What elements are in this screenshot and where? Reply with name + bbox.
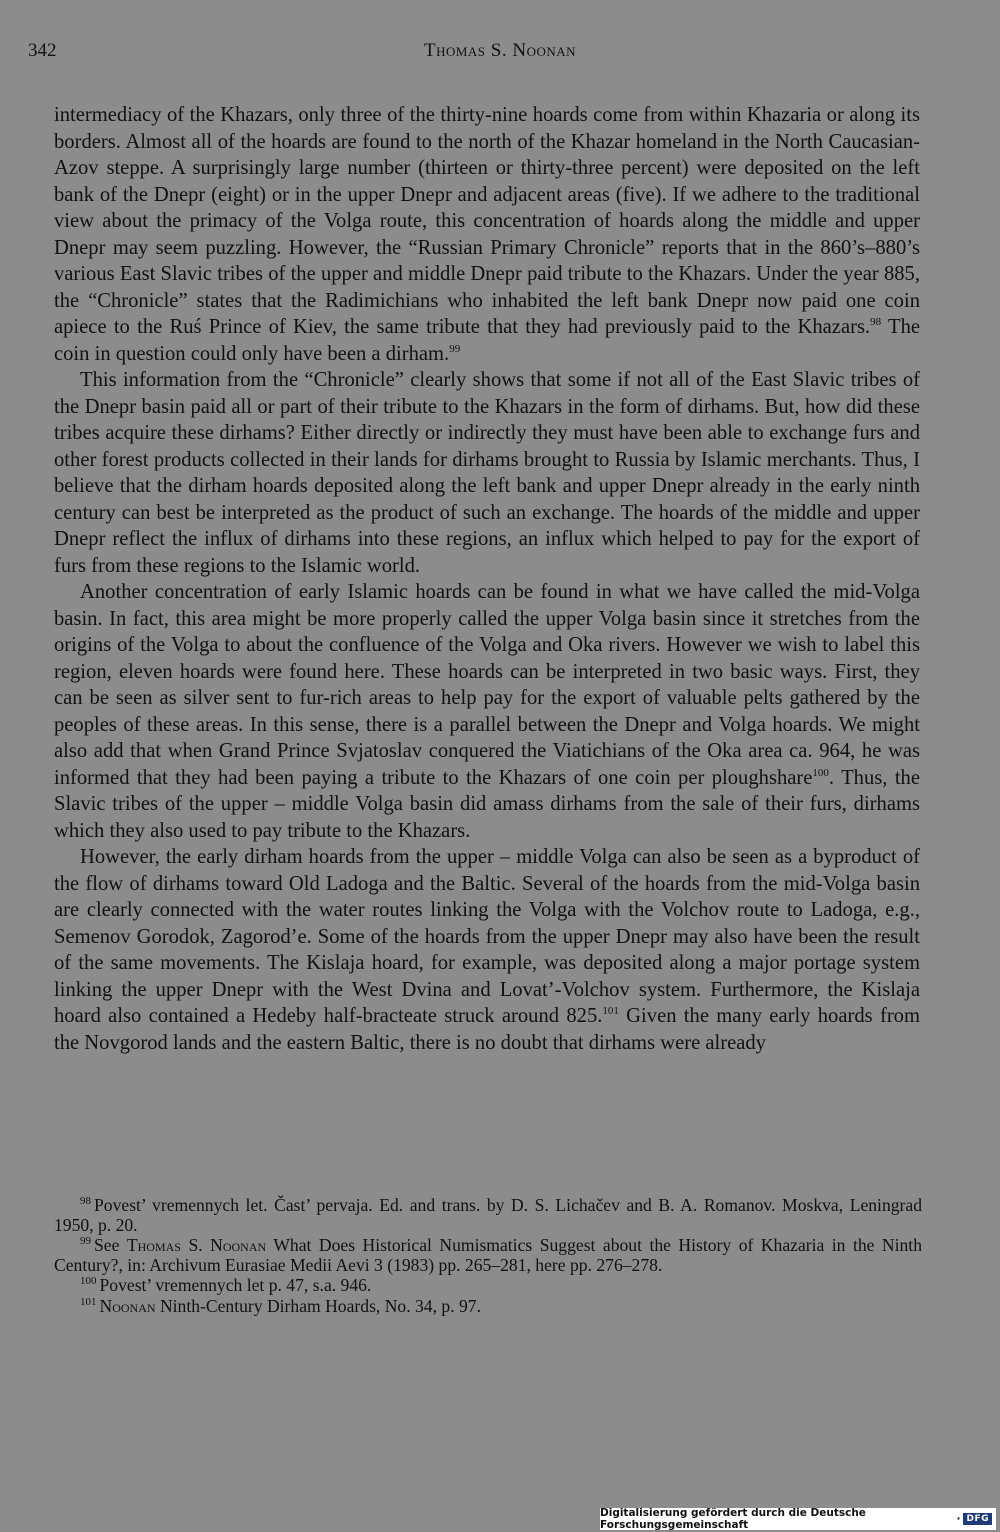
- page-number: 342: [28, 40, 57, 61]
- footnote-author: Thomas S. Noonan: [126, 1235, 267, 1255]
- credit-separator: ·: [956, 1513, 961, 1525]
- body-text: [54, 102, 920, 1056]
- footnote-99: $^{99}$ See Thomas S. Noonan What Does Historical Numismatics Suggest about the History of Khazaria in the Ninth Century?, in: Archivum Eurasiae Medii Aevi 3 (1983) pp. 265–281, here pp. 276–278.: [54, 1235, 922, 1275]
- footnote-ref-100[interactable]: 100: [812, 766, 829, 779]
- paragraph-4: However, the early dirham hoards from the upper – middle Volga can also be seen as a byproduct of the flow of dirhams toward Old Ladoga and the Baltic. Several of the hoards from the mid-Volga basin are clearly connected with the water routes linking the Volga with the Volchov route to Ladoga, e.g., Semenov Gorodok, Zagorod’e. Some of the hoards from the upper Dnepr may also have been the result of the same movements. The Kislaja hoard, for example, was deposited along a major portage system linking the upper Dnepr with the West Dvina and Lovat’-Volchov system. Furthermore, the Kislaja hoard also contained a Hedeby half-bracteate struck around 825.$^{101}$ Given the many early hoards from the Novgorod lands and the eastern Baltic, there is no doubt that dirhams were already: [54, 846, 920, 1054]
- running-head: Thomas S. Noonan: [423, 40, 577, 61]
- footnote-100: $^{100}$ Povest’ vremennych let p. 47, s.a. 946.: [80, 1275, 372, 1295]
- digitization-credit-bar: [600, 1508, 996, 1530]
- footnote-ref-99[interactable]: 99: [449, 342, 461, 355]
- footnote-ref-101[interactable]: 101: [602, 1005, 619, 1018]
- footnotes: [54, 1196, 922, 1316]
- footnote-ref-98[interactable]: 98: [870, 316, 882, 329]
- credit-text: Digitalisierung gefördert durch die Deutsche Forschungsgemeinschaft: [600, 1507, 866, 1531]
- paragraph-1: intermediacy of the Khazars, only three of the thirty-nine hoards come from within Khazaria or along its borders. Almost all of the hoards are found to the north of the Khazar homeland in the North Caucasian-Azov steppe. A surprisingly large number (thirteen or thirty-three percent) were deposited on the left bank of the Dnepr (eight) or in the upper Dnepr and adjacent areas (five). If we adhere to the traditional view about the primacy of the Volga route, this concentration of hoards along the middle and upper Dnepr may seem puzzling. However, the “Russian Primary Chronicle” reports that in the 860’s–880’s various East Slavic tribes of the upper and middle Dnepr paid tribute to the Khazars. Under the year 885, the “Chronicle” states that the Radimichians who inhabited the left bank Dnepr now paid one coin apiece to the Ruś Prince of Kiev, the same tribute that they had previously paid to the Khazars.$^{98}$ The coin in question could only have been a dirham.$^{99}$: [54, 104, 921, 365]
- paragraph-3: Another concentration of early Islamic hoards can be found in what we have called the mid-Volga basin. In fact, this area might be more properly called the upper Volga basin since it stretches from the origins of the Volga to about the confluence of the Volga and Oka rivers. However we wish to label this region, eleven hoards were found here. These hoards can be interpreted in two basic ways. First, they can be seen as silver sent to fur-rich areas to help pay for the export of valuable pelts gathered by the peoples of these areas. In this sense, there is a parallel between the Dnepr and Volga hoards. We might also add that when Grand Prince Svjatoslav conquered the Viatichians of the Oka area ca. 964, he was informed that they had been paying a tribute to the Khazars of one coin per ploughshare$^{100}$. Thus, the Slavic tribes of the upper – middle Volga basin did amass dirhams from the sale of their furs, dirhams which they also used to pay tribute to the Khazars.: [54, 581, 920, 842]
- footnote-98: $^{98}$ Povest’ vremennych let. Čast’ pervaja. Ed. and trans. by D. S. Lichačev and B. A. Romanov. Moskva, Leningrad 1950, p. 20.: [54, 1195, 922, 1235]
- footnote-101: $^{101}$ Noonan Ninth-Century Dirham Hoards, No. 34, p. 97.: [80, 1295, 481, 1316]
- footnote-author: Noonan: [99, 1295, 156, 1316]
- dfg-logo-icon: DFG: [963, 1513, 992, 1525]
- paragraph-2: This information from the “Chronicle” clearly shows that some if not all of the East Slavic tribes of the Dnepr basin paid all or part of their tribute to the Khazars in the form of dirhams. But, how did these tribes acquire these dirhams? Either directly or indirectly they must have been able to exchange furs and other forest products collected in their lands for dirhams brought to Russia by Islamic merchants. Thus, I believe that the dirham hoards deposited along the left bank and upper Dnepr already in the early ninth century can best be interpreted as the product of such an exchange. The hoards of the middle and upper Dnepr reflect the influx of dirhams into these regions, an influx which helped to pay for the export of furs from these regions to the Islamic world.: [54, 369, 920, 577]
